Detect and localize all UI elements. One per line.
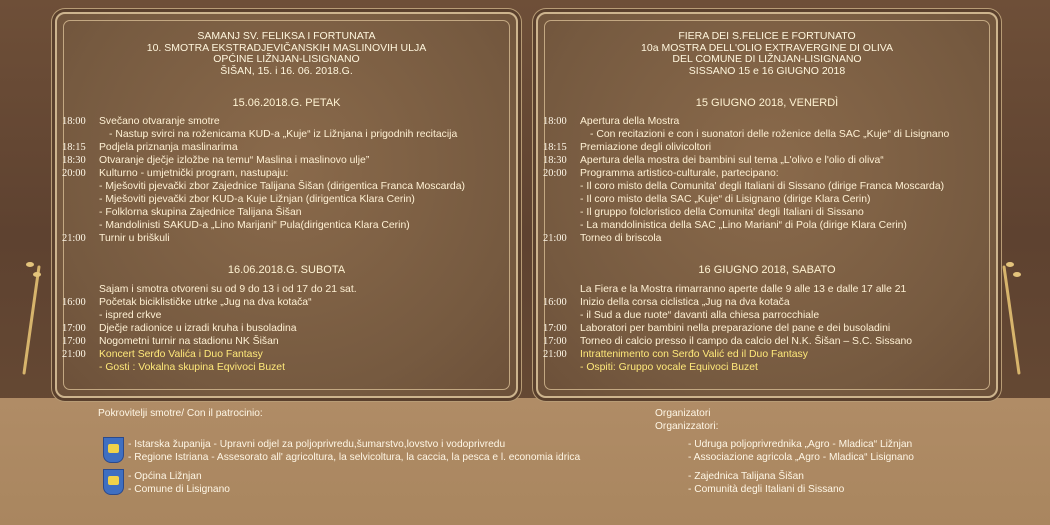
time-label: 21:00 <box>62 233 86 244</box>
time-label: 20:00 <box>543 168 567 179</box>
time-label: 18:00 <box>62 116 86 127</box>
event-label: Turnir u briškuli <box>99 233 170 244</box>
program-panel-croatian <box>55 12 518 398</box>
event-label: Laboratori per bambini nella preparazione del pane e dei busoladini <box>580 323 891 334</box>
schedule-row <box>62 207 302 219</box>
event-label: Premiazione degli olivicoltori <box>580 142 712 153</box>
schedule-row <box>62 155 369 167</box>
time-label: 21:00 <box>543 233 567 244</box>
event-label: Torneo di briscola <box>580 233 662 244</box>
wheat-ear-icon <box>33 272 41 277</box>
event-label: - ispred crkve <box>99 310 162 321</box>
wheat-decoration-right <box>1002 265 1020 374</box>
day-heading: 15.06.2018.G. PETAK <box>232 97 341 109</box>
header-line: 10. SMOTRA EKSTRADJEVIČANSKIH MASLINOVIH ULJA <box>146 41 427 54</box>
schedule-row <box>543 155 884 167</box>
event-label: - il Sud a due ruote“ davanti alla chiesa parrocchiale <box>580 310 820 321</box>
time-label: 18:15 <box>62 142 86 153</box>
time-label: 18:15 <box>543 142 567 153</box>
day-heading: 16 GIUGNO 2018, SABATO <box>698 264 836 276</box>
event-label: Svečano otvaranje smotre <box>99 116 220 127</box>
event-label: - Il coro misto della SAC „Kuje“ di Lisignano (dirige Klara Cerin) <box>580 194 871 205</box>
schedule-row <box>62 194 415 206</box>
time-label: 18:30 <box>62 155 86 166</box>
schedule-row <box>62 116 220 128</box>
time-label: 16:00 <box>543 297 567 308</box>
schedule-row <box>543 181 944 193</box>
header-line: DEL COMUNE DI LIŽNJAN-LISIGNANO <box>672 53 862 65</box>
header-line: SISSANO 15 e 16 GIUGNO 2018 <box>688 64 846 77</box>
event-label: Apertura della mostra dei bambini sul tema „L'olivo e l'olio di oliva“ <box>580 155 884 166</box>
event-label: - Il gruppo folcloristico della Comunita' degli Italiani di Sissano <box>580 207 864 218</box>
schedule-row <box>62 362 285 374</box>
schedule-row <box>543 323 890 335</box>
patron-line: - Općina Ližnjan <box>128 471 202 482</box>
schedule-row <box>543 362 758 374</box>
day-heading: 16.06.2018.G. SUBOTA <box>227 264 346 276</box>
event-label: Dječje radionice u izradi kruha i busoladina <box>99 323 297 334</box>
event-label: Podjela priznanja maslinarima <box>99 142 238 153</box>
event-label: - Folklorna skupina Zajednice Talijana Šišan <box>99 207 302 218</box>
goat-icon <box>108 444 119 453</box>
event-label: - La mandolinistica della SAC „Lino Mariani“ di Pola (dirige Klara Cerin) <box>580 220 907 231</box>
schedule-row <box>62 310 161 322</box>
schedule-row <box>62 233 170 245</box>
schedule-row <box>543 129 949 141</box>
patron-line: - Comune di Lisignano <box>128 484 230 495</box>
wheat-decoration-left <box>22 265 40 374</box>
wheat-ear-icon <box>1006 262 1014 267</box>
schedule-row <box>543 310 819 322</box>
event-label: - Nastup svirci na roženicama KUD-a „Kuje“ iz Ližnjana i prigodnih recitacija <box>109 129 458 140</box>
organizers-title: Organizzatori: <box>655 421 719 432</box>
event-label: Torneo di calcio presso il campo da calcio del N.K. Šišan – S.C. Sissano <box>580 336 913 347</box>
schedule-row <box>62 349 263 361</box>
liznjan-crest-icon <box>103 469 124 495</box>
schedule-row <box>543 116 679 128</box>
event-label: - Mandolinisti SAKUD-a „Lino Marijani“ Pula(dirigentica Klara Cerin) <box>99 220 410 231</box>
schedule-row <box>543 207 864 219</box>
event-label: - Mješoviti pjevački zbor Zajednice Talijana Šišan (dirigentica Franca Moscarda) <box>99 181 465 192</box>
day-heading: 15 GIUGNO 2018, VENERDÌ <box>695 97 839 109</box>
event-label: La Fiera e la Mostra rimarranno aperte dalle 9 alle 13 e dalle 17 alle 21 <box>580 284 907 295</box>
schedule-row <box>543 349 808 361</box>
time-label: 16:00 <box>62 297 86 308</box>
patron-line: - Regione Istriana - Assesorato all' agricoltura, la selvicoltura, la caccia, la pesca e l. economia idrica <box>128 452 581 463</box>
emblem-icon <box>108 476 119 485</box>
event-label: Programma artistico-culturale, partecipano: <box>580 168 779 179</box>
schedule-row <box>543 284 906 296</box>
organizer-line: - Udruga poljoprivrednika „Agro - Mladica“ Ližnjan <box>688 439 913 450</box>
event-label: Početak biciklističke utrke „Jug na dva kotača“ <box>99 297 312 308</box>
time-label: 17:00 <box>543 323 567 334</box>
schedule-row <box>62 129 457 141</box>
event-label: - Il coro misto della Comunita' degli Italiani di Sissano (dirige Franca Moscarda) <box>580 181 945 192</box>
schedule-row <box>543 220 907 232</box>
event-label: Koncert Serđo Valića i Duo Fantasy <box>99 349 263 360</box>
schedule-row <box>62 168 288 180</box>
event-label: Intrattenimento con Serđo Valić ed il Duo Fantasy <box>580 349 808 360</box>
event-label: Kulturno - umjetnički program, nastupaju: <box>99 168 289 179</box>
schedule-row <box>62 323 297 335</box>
time-label: 18:30 <box>543 155 567 166</box>
patron-line: - Istarska županija - Upravni odjel za poljoprivredu,šumarstvo,lovstvo i vodoprivredu <box>128 439 506 450</box>
header-line: ŠIŠAN, 15. i 16. 06. 2018.G. <box>220 64 353 77</box>
schedule-row <box>62 297 312 309</box>
organizers-title: Organizatori <box>655 408 711 419</box>
event-label: Otvaranje dječje izložbe na temu“ Maslina i maslinovo ulje” <box>99 155 370 166</box>
event-label: Apertura della Mostra <box>580 116 680 127</box>
schedule-row <box>62 284 357 296</box>
time-label: 17:00 <box>62 336 86 347</box>
patrons-title: Pokrovitelji smotre/ Con il patrocinio: <box>98 408 263 419</box>
event-label: - Ospiti: Gruppo vocale Equivoci Buzet <box>580 362 758 373</box>
schedule-row <box>62 181 465 193</box>
time-label: 20:00 <box>62 168 86 179</box>
schedule-row <box>62 220 410 232</box>
wheat-ear-icon <box>26 262 34 267</box>
wheat-ear-icon <box>1013 272 1021 277</box>
panel-header <box>538 31 996 77</box>
event-label: - Mješoviti pjevački zbor KUD-a Kuje Ližnjan (dirigentica Klara Cerin) <box>99 194 415 205</box>
schedule-row <box>62 336 279 348</box>
schedule-row <box>543 297 790 309</box>
event-label: Sajam i smotra otvoreni su od 9 do 13 i od 17 do 21 sat. <box>99 284 357 295</box>
event-label: - Con recitazioni e con i suonatori delle roženice della SAC „Kuje“ di Lisignano <box>590 129 950 140</box>
header-line: FIERA DEI S.FELICE E FORTUNATO <box>678 30 856 42</box>
time-label: 21:00 <box>543 349 567 360</box>
schedule-row <box>543 233 661 245</box>
schedule-row <box>543 336 912 348</box>
header-line: OPĆINE LIŽNJAN-LISIGNANO <box>213 53 360 65</box>
organizer-line: - Zajednica Talijana Šišan <box>688 471 804 482</box>
program-panel-italian <box>536 12 998 398</box>
time-label: 21:00 <box>62 349 86 360</box>
organizer-line: - Associazione agricola „Agro - Mladica“ Lisignano <box>688 452 914 463</box>
time-label: 17:00 <box>543 336 567 347</box>
schedule-row <box>543 142 711 154</box>
event-label: Inizio della corsa ciclistica „Jug na dva kotača <box>580 297 790 308</box>
event-label: Nogometni turnir na stadionu NK Šišan <box>99 336 279 347</box>
time-label: 18:00 <box>543 116 567 127</box>
event-label: - Gosti : Vokalna skupina Eqvivoci Buzet <box>99 362 285 373</box>
istria-crest-icon <box>103 437 124 463</box>
header-line: SAMANJ SV. FELIKSA I FORTUNATA <box>197 30 376 42</box>
header-line: 10a MOSTRA DELL'OLIO EXTRAVERGINE DI OLIVA <box>641 41 893 54</box>
schedule-row <box>543 168 779 180</box>
schedule-row <box>543 194 870 206</box>
panel-header <box>57 31 516 77</box>
time-label: 17:00 <box>62 323 86 334</box>
schedule-row <box>62 142 238 154</box>
organizer-line: - Comunità degli Italiani di Sissano <box>688 484 845 495</box>
